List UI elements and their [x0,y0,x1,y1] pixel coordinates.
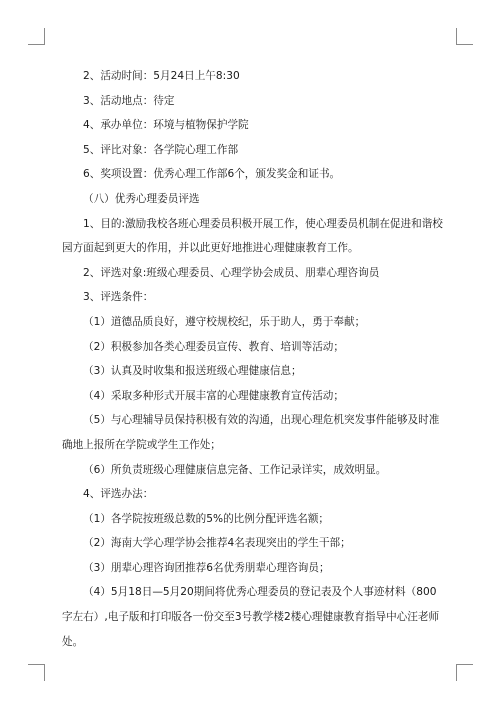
criteria-item: （1）道德品质良好，遵守校规校纪，乐于助人，勇于奉献； [83,315,366,328]
crop-mark-top-left [28,28,45,45]
paragraph-activity-time: 2、活动时间：5月24日上午8:30 [83,70,240,82]
paragraph-selection-target: 2、评选对象:班级心理委员、心理学协会成员、朋辈心理咨询员 [83,266,380,279]
document-body [62,64,444,654]
crop-mark-bottom-left [28,664,45,681]
method-item: （1）各学院按班级总数的5%的比例分配评选名额； [83,512,330,525]
method-item: （2）海南大学心理学协会推荐4名表现突出的学生干部； [83,537,351,550]
criteria-item: （6）所负责班级心理健康信息完备、工作记录详实，成效明显。 [83,463,387,476]
method-item: （4）5月18日—5月20期间将优秀心理委员的登记表及个人事迹材料（800字左右）,电子版和打印版各一份交至3号教学楼2楼心理健康教育指导中心汪老师处。 [62,586,440,648]
criteria-item: （4）采取多种形式开展丰富的心理健康教育宣传活动； [83,389,344,402]
paragraph-organizer: 4、承办单位：环境与植物保护学院 [83,119,249,132]
criteria-item: （2）积极参加各类心理委员宣传、教育、培训等活动； [83,340,344,353]
paragraph-awards: 6、奖项设置：优秀心理工作部6个，颁发奖金和证书。 [83,168,341,181]
crop-mark-top-right [456,28,473,45]
crop-mark-bottom-right [456,664,473,681]
paragraph-method-heading: 4、评选办法： [83,488,154,501]
paragraph-evaluation-target: 5、评比对象：各学院心理工作部 [83,143,239,156]
paragraph-purpose: 1、目的:激励我校各班心理委员积极开展工作，使心理委员机制在促进和谐校园方面起到更大的作用，并以此更好地推进心理健康教育工作。 [62,217,443,255]
section-heading: （八）优秀心理委员评选 [83,192,200,205]
criteria-item: （5）与心理辅导员保持积极有效的沟通，出现心理危机突发事件能够及时准确地上报所在学院或学生工作处； [62,414,440,451]
paragraph-criteria-heading: 3、评选条件： [83,291,154,304]
paragraph-activity-location: 3、活动地点：待定 [83,94,175,107]
criteria-item: （3）认真及时收集和报送班级心理健康信息； [83,365,302,378]
method-item: （3）朋辈心理咨询团推荐6名优秀朋辈心理咨询员； [83,561,330,574]
